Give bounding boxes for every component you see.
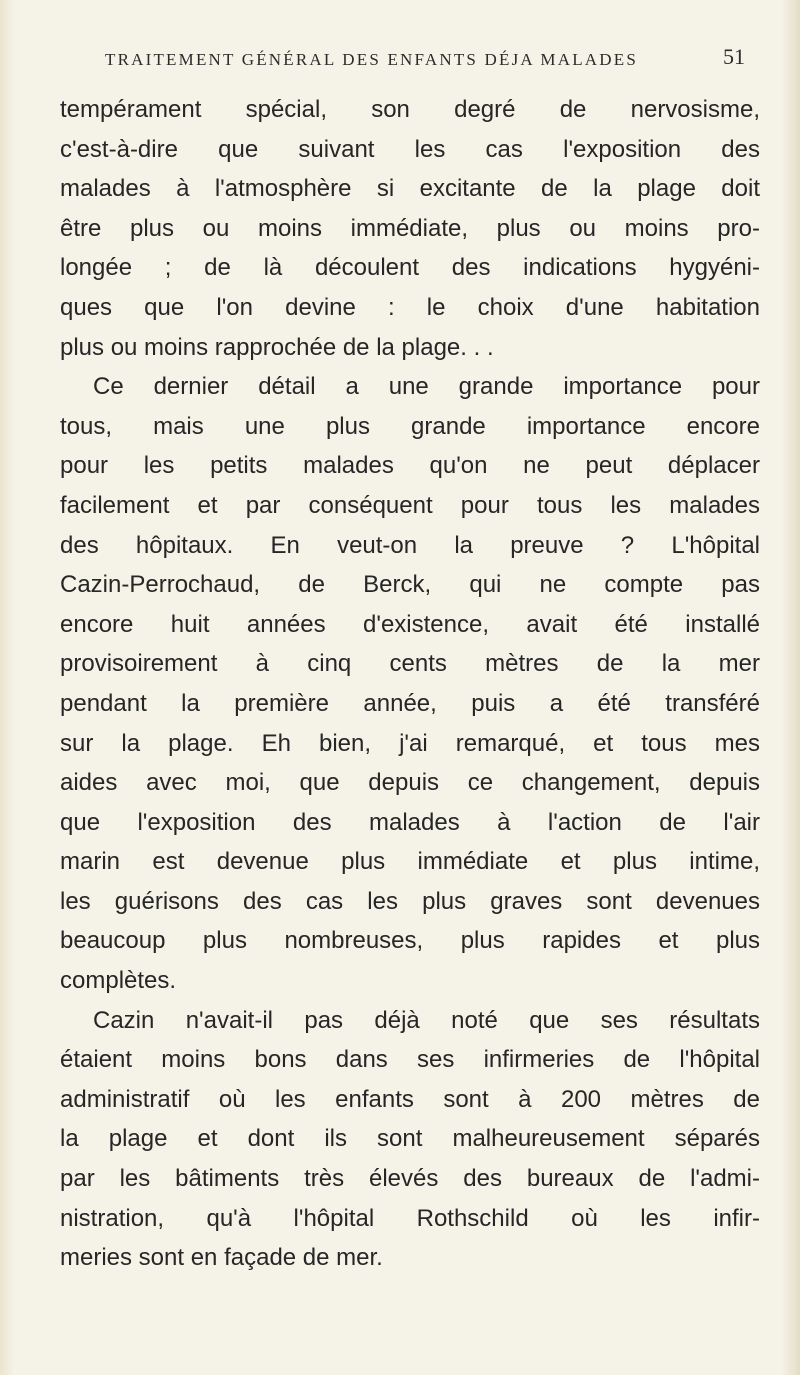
- text-line: administratif où les enfants sont à 200 mètres de: [60, 1085, 760, 1113]
- text-line: aides avec moi, que depuis ce changement, depuis: [60, 769, 760, 797]
- text-line: les guérisons des cas les plus graves sont devenues: [60, 887, 760, 915]
- text-line-paragraph-end: meries sont en façade de mer.: [60, 1244, 383, 1272]
- text-line: pour les petits malades qu'on ne peut déplacer: [60, 452, 760, 480]
- page-edge-right: [782, 0, 800, 1375]
- text-line: tous, mais une plus grande importance encore: [60, 412, 760, 440]
- text-line: encore huit années d'existence, avait été installé: [60, 610, 760, 638]
- text-line: pendant la première année, puis a été transféré: [60, 689, 760, 717]
- page-number: 51: [723, 44, 745, 69]
- text-line: des hôpitaux. En veut-on la preuve ? L'hôpital: [60, 531, 760, 559]
- running-title: TRAITEMENT GÉNÉRAL DES ENFANTS DÉJA MALADES: [105, 50, 638, 69]
- text-line-paragraph-end: plus ou moins rapprochée de la plage. . .: [60, 333, 494, 361]
- text-line: provisoirement à cinq cents mètres de la mer: [60, 650, 760, 678]
- text-line: marin est devenue plus immédiate et plus intime,: [60, 848, 760, 876]
- text-line: tempérament spécial, son degré de nervosisme,: [60, 96, 760, 123]
- text-line: nistration, qu'à l'hôpital Rothschild où les infir-: [60, 1204, 760, 1232]
- text-line-paragraph-start: Cazin n'avait-il pas déjà noté que ses résultats: [93, 1006, 760, 1034]
- text-line: ques que l'on devine : le choix d'une habitation: [60, 293, 760, 321]
- text-line: par les bâtiments très élevés des bureaux de l'admi-: [60, 1165, 760, 1193]
- text-line: être plus ou moins immédiate, plus ou moins pro-: [60, 214, 760, 242]
- text-line: malades à l'atmosphère si excitante de la plage doit: [60, 175, 760, 203]
- text-line: longée ; de là découlent des indications hygyéni-: [60, 254, 760, 282]
- text-line-paragraph-start: Ce dernier détail a une grande importance pour: [93, 373, 760, 401]
- body-text: [60, 90, 760, 1278]
- text-line: Cazin-Perrochaud, de Berck, qui ne compte pas: [60, 571, 760, 599]
- text-line: la plage et dont ils sont malheureusement séparés: [60, 1125, 760, 1153]
- text-line: facilement et par conséquent pour tous les malades: [60, 491, 760, 519]
- text-line: étaient moins bons dans ses infirmeries de l'hôpital: [60, 1046, 760, 1074]
- text-line: que l'exposition des malades à l'action de l'air: [60, 808, 760, 836]
- running-head: [105, 44, 745, 78]
- text-line-paragraph-end: complètes.: [60, 967, 177, 995]
- page-edge-left: [0, 0, 14, 1375]
- text-line: sur la plage. Eh bien, j'ai remarqué, et tous mes: [60, 729, 760, 757]
- text-line: c'est-à-dire que suivant les cas l'exposition des: [60, 135, 760, 163]
- text-line: beaucoup plus nombreuses, plus rapides et plus: [60, 927, 760, 955]
